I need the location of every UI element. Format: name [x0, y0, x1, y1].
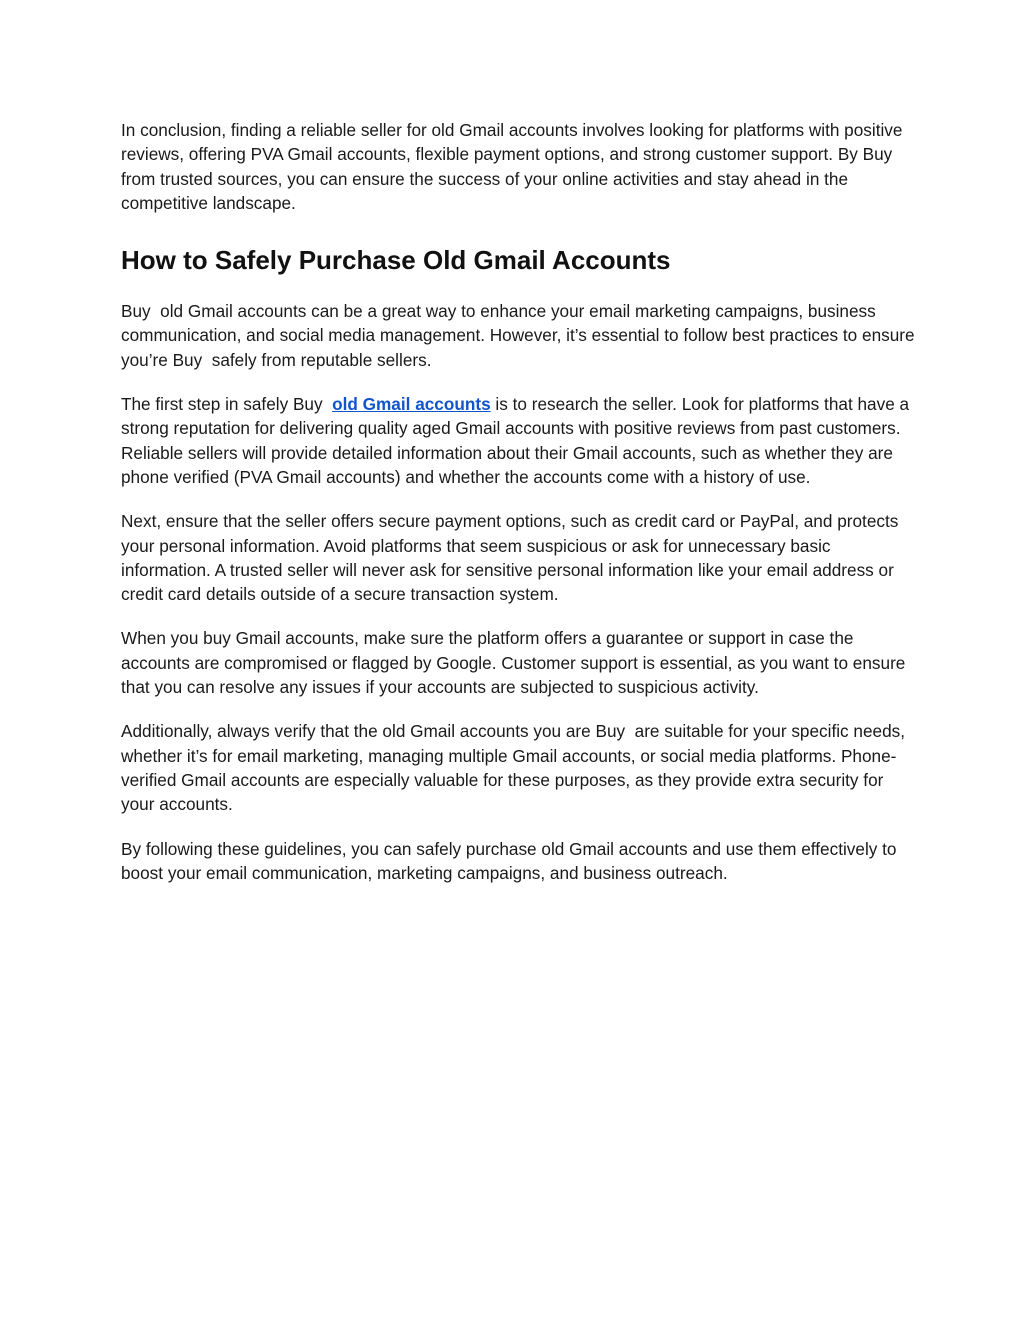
paragraph-secure-payment: Next, ensure that the seller offers secure payment options, such as credit card or PayPal, and protects your personal information. Avoid platforms that seem suspicious or ask for unnecessary basic information. A trusted seller will never ask for sensitive personal information like your email address or credit card details outside of a secure transaction system.: [121, 511, 904, 605]
paragraph-verify-needs: Additionally, always verify that the old Gmail accounts you are Buy are suitable for your specific needs, whether it’s for email marketing, managing multiple Gmail accounts, or social media platforms. Phone-verified Gmail accounts are especially valuable for these purposes, as they provide extra security for your accounts.: [121, 721, 910, 815]
section-heading: How to Safely Purchase Old Gmail Accounts: [121, 245, 671, 276]
paragraph-conclusion: By following these guidelines, you can safely purchase old Gmail accounts and use them effectively to boost your email communication, marketing campaigns, and business outreach.: [121, 838, 902, 883]
old-gmail-accounts-link[interactable]: old Gmail accounts: [332, 394, 491, 415]
paragraph-text-after-link: is to research the seller. Look for platforms that have a strong reputation for delivering quality aged Gmail accounts with positive reviews from past customers. Reliable sellers will provide detailed information about their Gmail accounts, such as whether they are phone verified (PVA Gmail accounts) and whether the accounts come with a history of use.: [121, 394, 914, 487]
intro-paragraph: In conclusion, finding a reliable seller for old Gmail accounts involves looking for platforms with positive reviews, offering PVA Gmail accounts, flexible payment options, and strong customer support. By Buy from trusted sources, you can ensure the success of your online activities and stay ahead in the competitive landscape.: [121, 120, 908, 213]
paragraph-buy-old-gmail: Buy old Gmail accounts can be a great way to enhance your email marketing campaigns, business communication, and social media management. However, it’s essential to follow best practices to ensure you’re Buy safely from reputable sellers.: [121, 301, 920, 370]
paragraph-guarantee-support: When you buy Gmail accounts, make sure the platform offers a guarantee or support in case the accounts are compromised or flagged by Google. Customer support is essential, as you want to ensure that you can resolve any issues if your accounts are subjected to suspicious activity.: [121, 628, 911, 698]
paragraph-text-before-link: The first step in safely Buy: [121, 394, 333, 415]
document-page: [121, 118, 921, 905]
paragraph-research-seller: [121, 392, 921, 489]
